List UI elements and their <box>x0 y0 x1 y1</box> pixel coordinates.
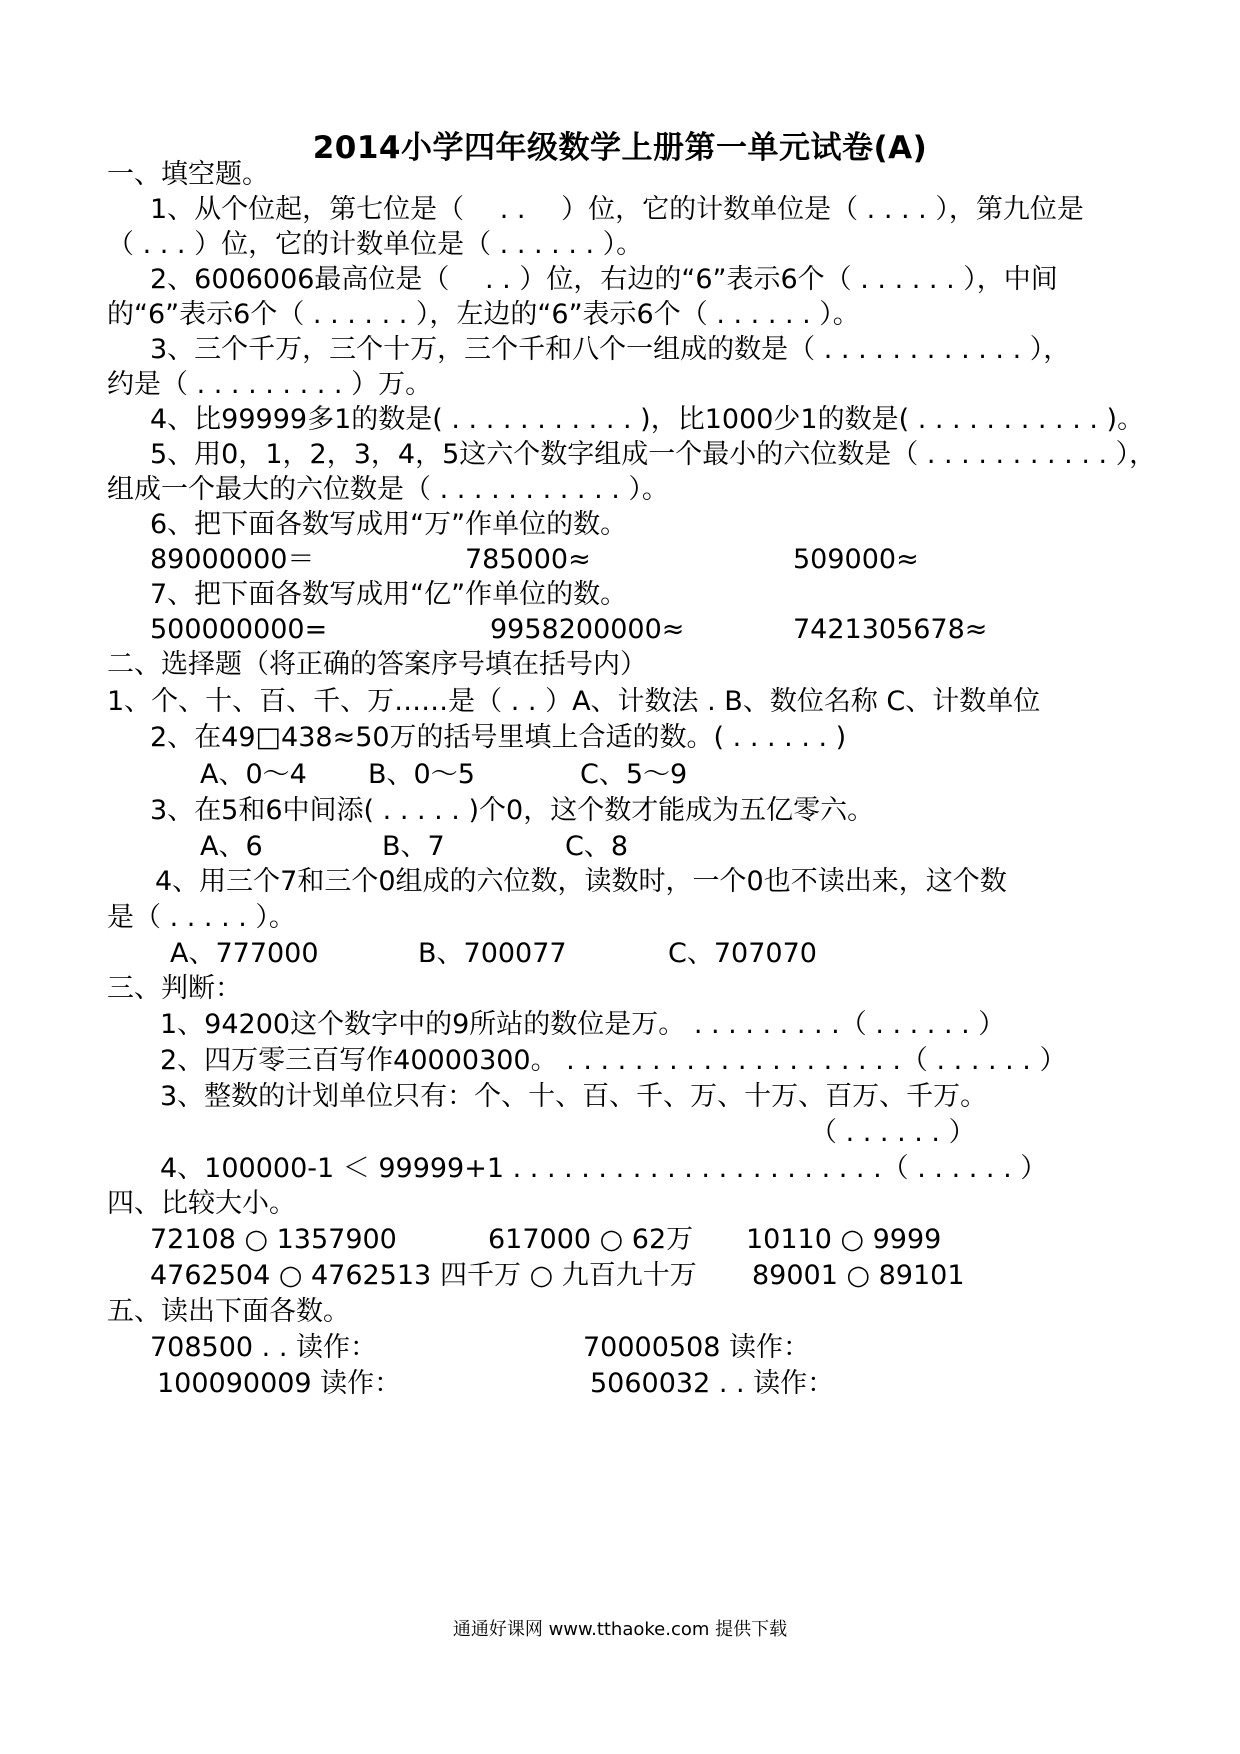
section-fill-blank-heading: 一、填空题。 <box>107 159 269 190</box>
choice-q4-option: A、777000 <box>170 938 319 969</box>
fill-q1-line2: （ . . . ）位，它的计数单位是（ . . . . . . ）。 <box>107 229 644 260</box>
read-item: 5060032 . . 读作： <box>590 1368 835 1399</box>
choice-q4-option: B、700077 <box>418 938 567 969</box>
compare-item: 10110 ○ 9999 <box>746 1224 942 1255</box>
section-read-heading: 五、读出下面各数。 <box>107 1296 350 1327</box>
page-title: 2014小学四年级数学上册第一单元试卷(A) <box>312 130 928 166</box>
fill-q6-item: 509000≈ <box>793 544 919 575</box>
choice-q2-option: B、0～5 <box>368 759 475 790</box>
section-judge-heading: 三、判断： <box>107 973 242 1004</box>
compare-item: 617000 ○ 62万 <box>488 1224 694 1255</box>
choice-q3-option: A、6 <box>200 831 263 862</box>
judge-q3-answer: （ . . . . . . ） <box>810 1117 976 1148</box>
choice-q2: 2、在49□438≈50万的括号里填上合适的数。( . . . . . . ) <box>150 722 847 753</box>
judge-q1: 1、94200这个数字中的9所站的数位是万。 . . . . . . . . .（ . . . . . . ） <box>160 1009 1006 1040</box>
choice-q2-option: C、5～9 <box>580 759 688 790</box>
read-item: 100090009 读作： <box>157 1368 402 1399</box>
fill-q7-item: 7421305678≈ <box>793 614 988 645</box>
compare-item: 4762504 ○ 4762513 <box>150 1260 432 1291</box>
fill-q3-line2: 约是（ . . . . . . . . . ）万。 <box>107 369 433 400</box>
fill-q7: 7、把下面各数写成用“亿”作单位的数。 <box>150 579 628 610</box>
compare-item: 四千万 ○ 九百九十万 <box>440 1260 697 1291</box>
choice-q4-line1: 4、用三个7和三个0组成的六位数，读数时，一个0也不读出来，这个数 <box>155 866 1007 897</box>
judge-q4: 4、100000-1 ＜ 99999+1 . . . . . . . . . . . . . . . . . . . . . .（ . . . . . . ） <box>160 1153 1048 1184</box>
fill-q4: 4、比99999多1的数是( . . . . . . . . . . . )，比1000少1的数是( . . . . . . . . . . . )。 <box>150 404 1145 435</box>
read-item: 708500 . . 读作： <box>150 1332 377 1363</box>
fill-q7-item: 9958200000≈ <box>490 614 685 645</box>
choice-q3-option: C、8 <box>565 831 629 862</box>
section-compare-heading: 四、比较大小。 <box>107 1188 296 1219</box>
choice-q2-option: A、0～4 <box>200 759 307 790</box>
judge-q2: 2、四万零三百写作40000300。 . . . . . . . . . . . . . . . . . . . .（ . . . . . . ） <box>160 1045 1067 1076</box>
fill-q2-line1: 2、6006006最高位是（ . . ）位，右边的“6”表示6个（ . . . . . . ），中间 <box>150 264 1058 295</box>
judge-q3: 3、整数的计划单位只有：个、十、百、千、万、十万、百万、千万。 <box>160 1081 988 1112</box>
read-item: 70000508 读作： <box>583 1332 811 1363</box>
section-choice-heading: 二、选择题（将正确的答案序号填在括号内） <box>107 649 647 680</box>
fill-q7-item: 500000000= <box>150 614 328 645</box>
fill-q5-line2: 组成一个最大的六位数是（ . . . . . . . . . . . ）。 <box>107 474 669 505</box>
choice-q3-option: B、7 <box>382 831 445 862</box>
choice-q4-option: C、707070 <box>668 938 817 969</box>
fill-q5-line1: 5、用0，1，2，3，4，5这六个数字组成一个最小的六位数是（ . . . . . . . . . . . ）， <box>150 439 1157 470</box>
compare-item: 89001 ○ 89101 <box>752 1260 965 1291</box>
fill-q6-item: 89000000＝ <box>150 544 315 575</box>
fill-q3-line1: 3、三个千万，三个十万，三个千和八个一组成的数是（ . . . . . . . . . . . . ）， <box>150 334 1071 365</box>
compare-item: 72108 ○ 1357900 <box>150 1224 397 1255</box>
fill-q1-line1: 1、从个位起，第七位是（ . . ）位，它的计数单位是（ . . . . ），第九位是 <box>150 194 1084 225</box>
download-footer: 通通好课网 www.tthaoke.com 提供下载 <box>452 1619 788 1640</box>
choice-q4-line2: 是（ . . . . . ）。 <box>107 902 296 933</box>
fill-q2-line2: 的“6”表示6个（ . . . . . . ），左边的“6”表示6个（ . . . . . . ）。 <box>107 299 860 330</box>
fill-q6: 6、把下面各数写成用“万”作单位的数。 <box>150 509 628 540</box>
choice-q3: 3、在5和6中间添( . . . . . )个0，这个数才能成为五亿零六。 <box>150 795 875 826</box>
choice-q1: 1、个、十、百、千、万……是（ . . ）A、计数法 . B、数位名称 C、计数单位 <box>107 686 1041 717</box>
fill-q6-item: 785000≈ <box>465 544 591 575</box>
